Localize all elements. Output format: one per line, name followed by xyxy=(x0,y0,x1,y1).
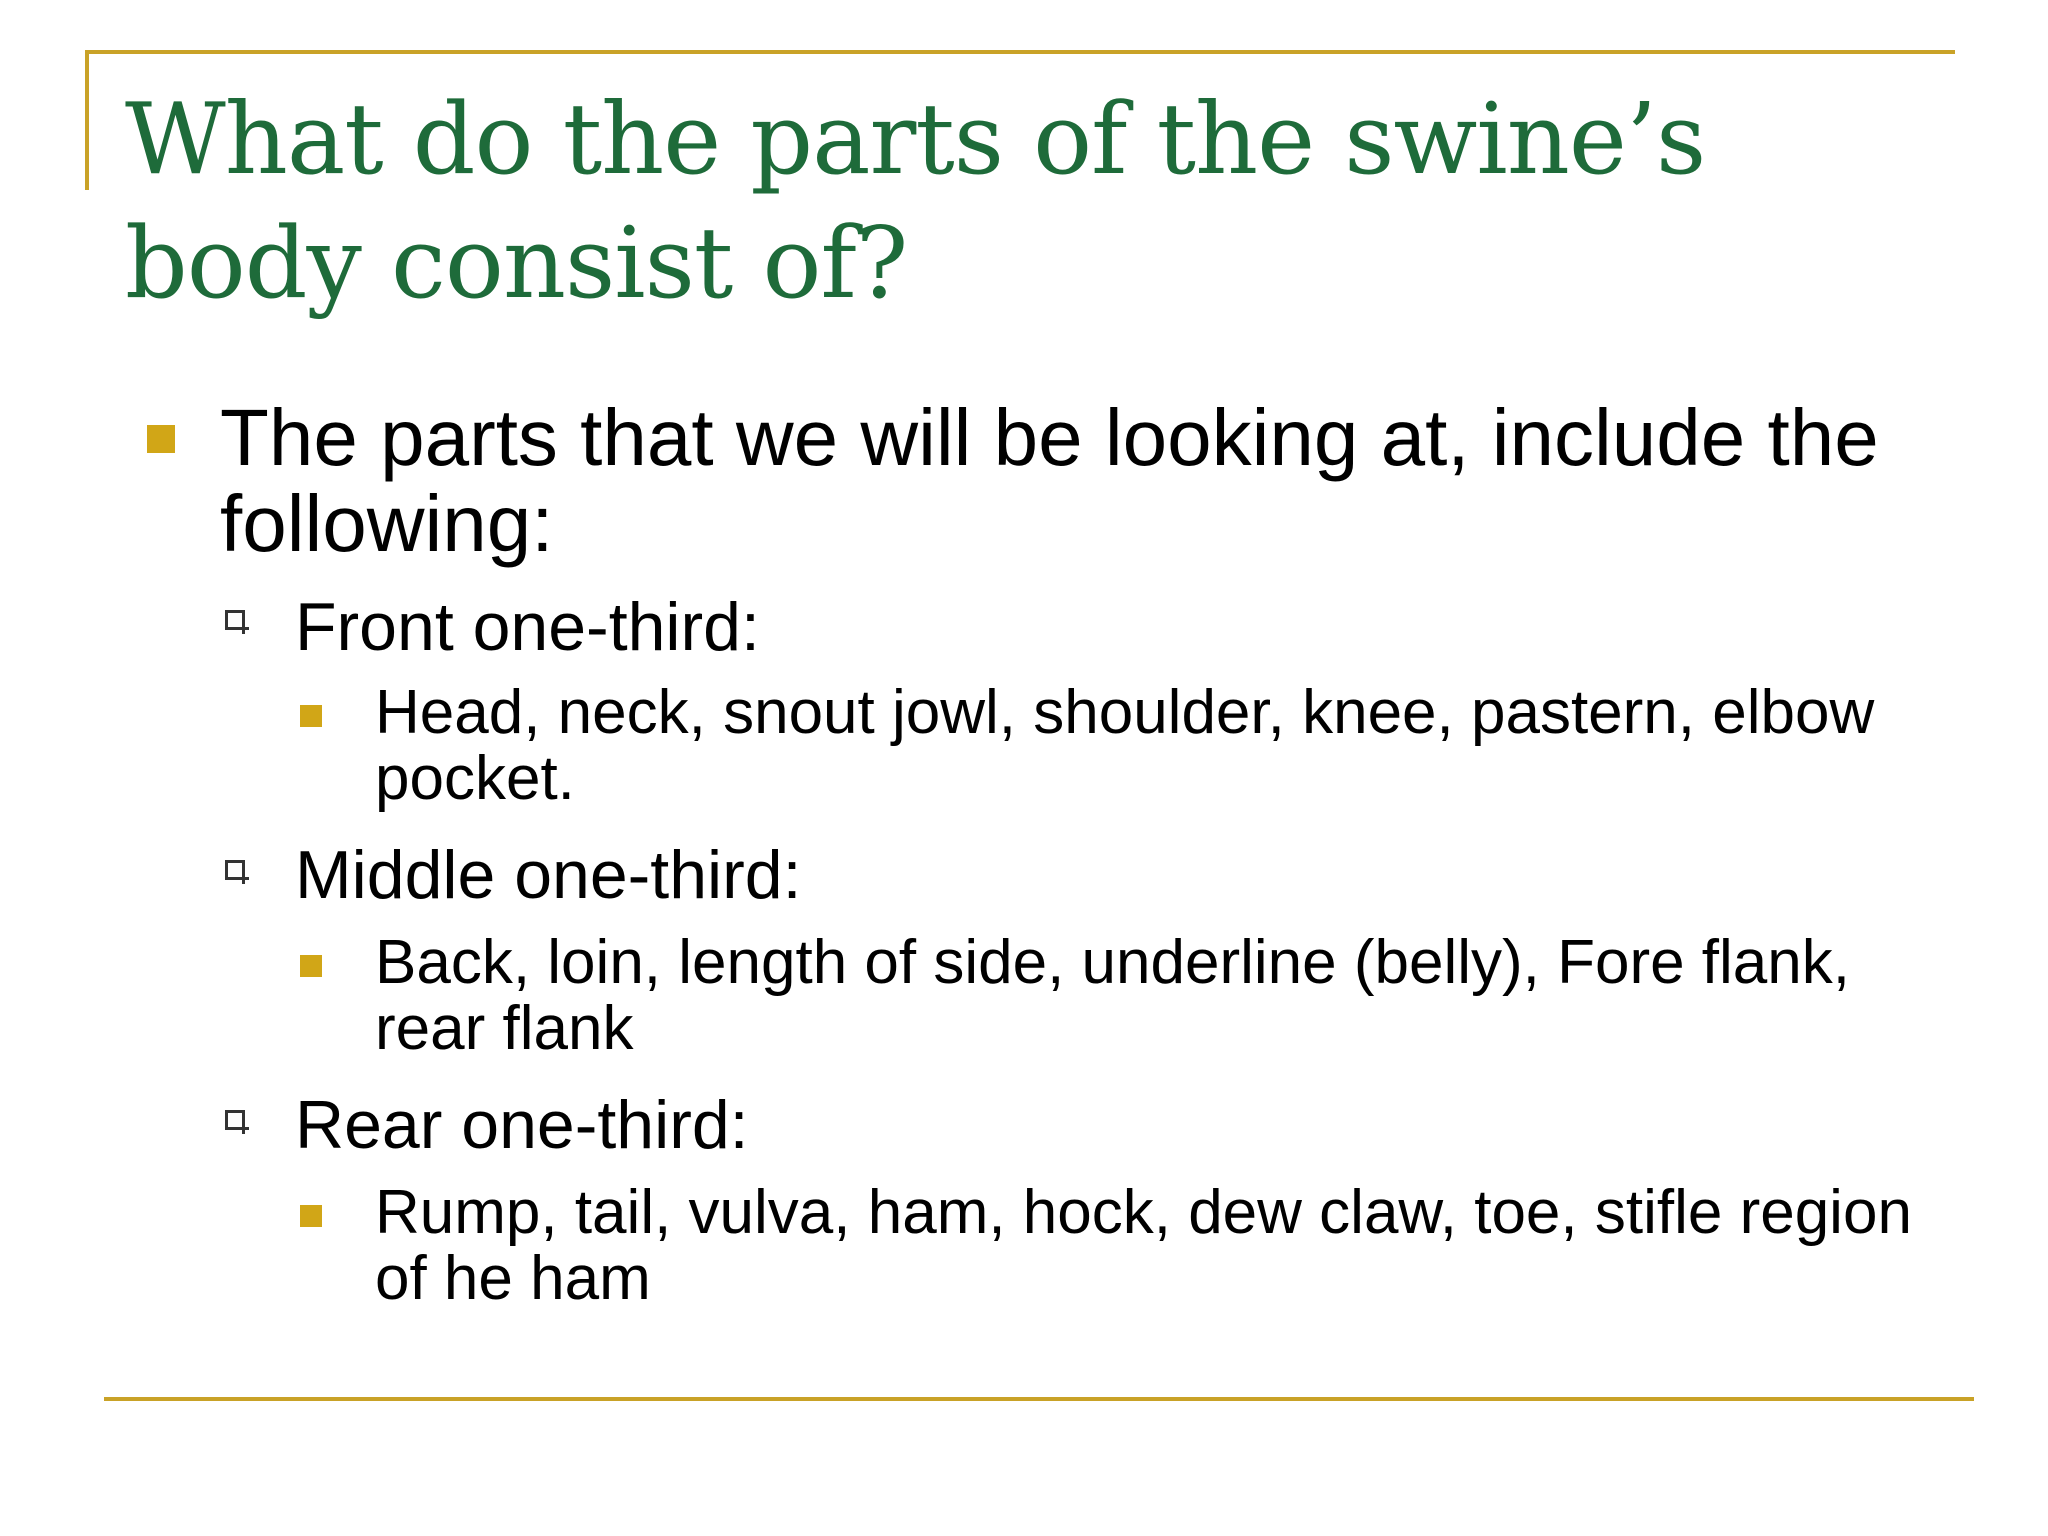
slide-title: What do the parts of the swine’s body consist of? xyxy=(125,83,1706,321)
hollow-square-bullet-icon xyxy=(225,860,245,880)
section-heading-rear: Rear one-third: xyxy=(295,1087,749,1163)
bottom-accent-rule xyxy=(104,1397,1974,1401)
section-heading-middle: Middle one-third: xyxy=(295,837,802,913)
section-detail-front: Head, neck, snout jowl, shoulder, knee, pastern, elbow pocket. xyxy=(375,678,1875,813)
section-detail-rear: Rump, tail, vulva, ham, hock, dew claw, toe, stifle region of he ham xyxy=(375,1178,1912,1313)
square-bullet-icon xyxy=(300,955,322,977)
section-detail-middle: Back, loin, length of side, underline (belly), Fore flank, rear flank xyxy=(375,928,1850,1063)
square-bullet-icon xyxy=(300,705,322,727)
square-bullet-icon xyxy=(147,425,175,453)
intro-text: The parts that we will be looking at, include the following: xyxy=(220,393,1879,568)
hollow-square-bullet-icon xyxy=(225,1110,245,1130)
hollow-square-bullet-icon xyxy=(225,610,245,630)
square-bullet-icon xyxy=(300,1205,322,1227)
section-heading-front: Front one-third: xyxy=(295,589,760,665)
